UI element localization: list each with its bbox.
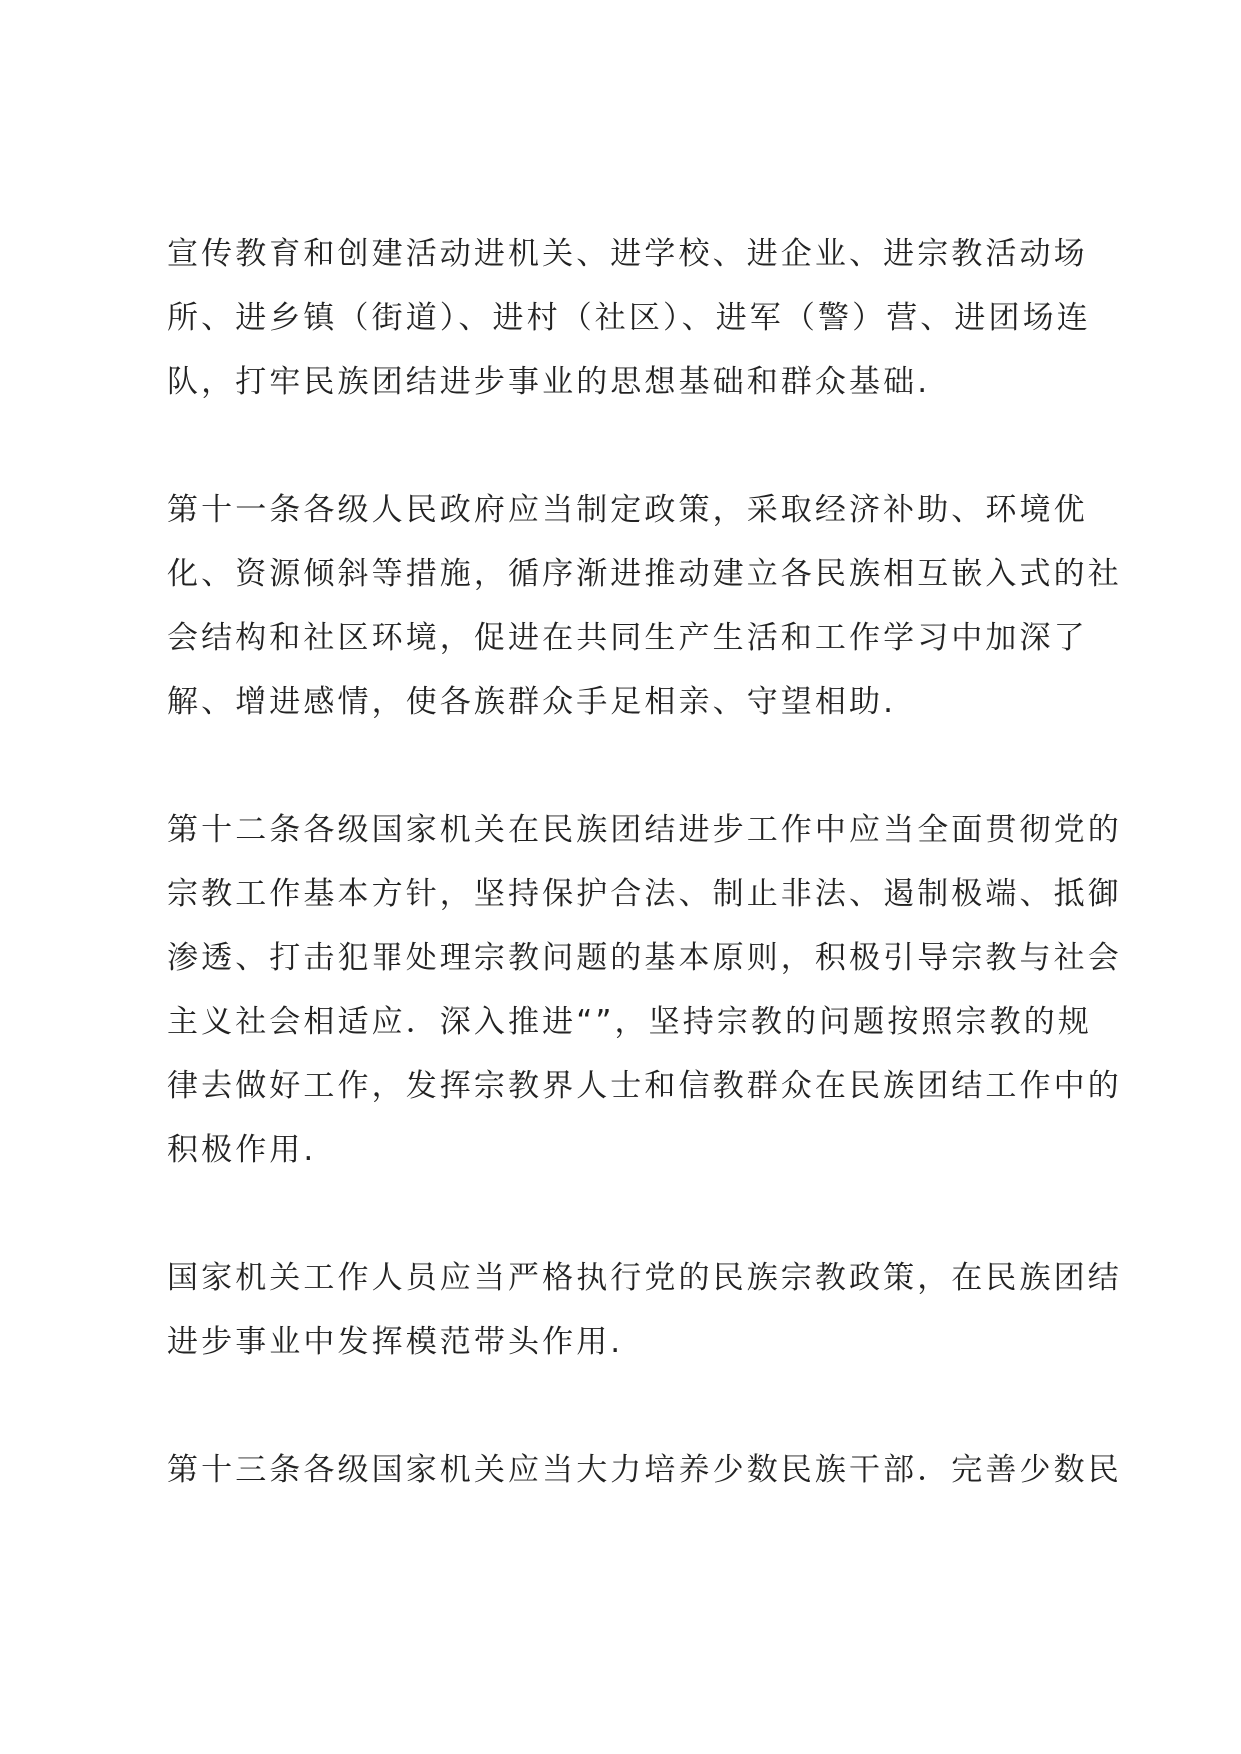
text-line: 第十一条各级人民政府应当制定政策，采取经济补助、环境优 — [167, 492, 1088, 528]
text-line: 会结构和社区环境，促进在共同生产生活和工作学习中加深了 — [167, 620, 1088, 656]
text-line: 渗透、打击犯罪处理宗教问题的基本原则，积极引导宗教与社会 — [167, 940, 1122, 976]
text-line: 积极作用. — [167, 1132, 317, 1168]
body-text — [167, 222, 1122, 1566]
text-line: 所、进乡镇（街道）、进村（社区）、进军（警）营、进团场连 — [167, 300, 1091, 336]
text-line: 主义社会相适应．深入推进“”，坚持宗教的问题按照宗教的规 — [167, 1004, 1092, 1040]
text-line: 队，打牢民族团结进步事业的思想基础和群众基础. — [167, 364, 931, 400]
text-line: 国家机关工作人员应当严格执行党的民族宗教政策，在民族团结 — [167, 1260, 1122, 1296]
paragraph-1 — [167, 222, 1097, 414]
text-line: 律去做好工作，发挥宗教界人士和信教群众在民族团结工作中的 — [167, 1068, 1122, 1104]
text-line: 第十三条各级国家机关应当大力培养少数民族干部．完善少数民 — [167, 1452, 1122, 1488]
text-line: 宗教工作基本方针，坚持保护合法、制止非法、遏制极端、抵御 — [167, 876, 1122, 912]
text-line: 宣传教育和创建活动进机关、进学校、进企业、进宗教活动场 — [167, 236, 1088, 272]
paragraph-officials — [167, 1246, 1122, 1374]
paragraph-article-13 — [167, 1438, 1122, 1502]
text-line: 第十二条各级国家机关在民族团结进步工作中应当全面贯彻党的 — [167, 812, 1122, 848]
text-line: 化、资源倾斜等措施，循序渐进推动建立各民族相互嵌入式的社 — [167, 556, 1122, 592]
paragraph-article-11 — [167, 478, 1122, 734]
paragraph-article-12 — [167, 798, 1122, 1182]
text-line: 解、增进感情，使各族群众手足相亲、守望相助. — [167, 684, 897, 720]
text-line: 进步事业中发挥模范带头作用. — [167, 1324, 624, 1360]
